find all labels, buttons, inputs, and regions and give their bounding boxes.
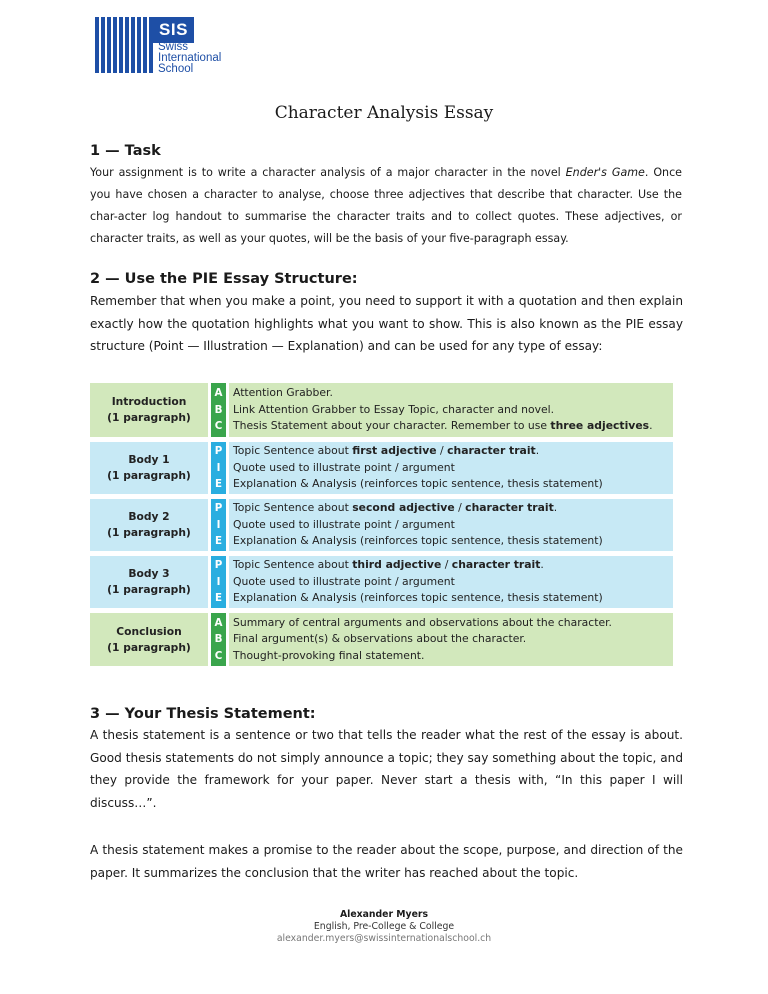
letter-i: I (216, 575, 221, 588)
content-text: . (649, 419, 653, 433)
letter-p: P (214, 445, 223, 458)
letter-i: I (216, 518, 221, 531)
content-line-3: Thought-provoking final statement. (233, 648, 425, 662)
page-footer (0, 909, 768, 945)
logo-line-2: International (158, 52, 222, 64)
row-label-sub: (1 paragraph) (107, 583, 191, 596)
content-text: . (540, 558, 544, 572)
row-label-sub: (1 paragraph) (107, 640, 191, 654)
content-line-3: Explanation & Analysis (reinforces topic sentence, thesis statement) (233, 477, 603, 491)
row-label (90, 499, 208, 551)
content-text: / (441, 558, 452, 572)
section-1-text-part-1: Your assignment is to write a character analysis of a major character in the novel (90, 166, 566, 179)
logo-school-name (158, 42, 221, 75)
author-role: English, Pre-College & College (313, 921, 455, 932)
row-label-title: Introduction (111, 395, 187, 408)
row-label (90, 613, 208, 666)
content-text: Topic Sentence about (233, 501, 353, 515)
row-label-title: Body 1 (128, 453, 170, 466)
content-line-2: Final argument(s) & observations about the character. (233, 632, 527, 646)
section-1-text-part-2: . Once you have chosen a character to analyse, choose three adjectives that describe that character. Use the char-acter log handout to summarise the character traits and to collect quotes. These adjectives, or character traits, as well as your quotes, will be the basis of your five-paragraph essay. (90, 166, 683, 245)
logo-line-1: Swiss (158, 41, 189, 53)
content-bold: second adjective (352, 501, 455, 515)
row-label (90, 383, 208, 437)
content-line-1: Attention Grabber. (233, 386, 333, 400)
section-3-paragraph-2: A thesis statement makes a promise to the reader about the scope, purpose, and direction of the paper. It summarizes the conclusion that the writer has reached about the topic. (90, 843, 683, 880)
content-bold: character trait (451, 558, 541, 572)
author-email: alexander.myers@swissinternationalschool.ch (276, 933, 492, 944)
section-2-heading: 2 — Use the PIE Essay Structure: (90, 271, 358, 287)
document-title: Character Analysis Essay (274, 103, 494, 123)
row-label-title: Body 3 (128, 567, 170, 580)
table-row-body-3 (90, 556, 673, 608)
letter-b: B (214, 633, 223, 646)
table-row-body-1 (90, 442, 673, 494)
content-text: Topic Sentence about (233, 558, 353, 572)
content-text: / (454, 501, 466, 515)
logo-abbreviation: SIS (153, 17, 194, 43)
row-content (229, 613, 673, 666)
logo-bars-graphic (95, 17, 153, 73)
section-1-heading: 1 — Task (90, 143, 161, 159)
letter-e: E (214, 478, 223, 491)
content-line-1 (233, 443, 673, 460)
content-bold: character trait (447, 444, 536, 458)
row-content (229, 556, 673, 608)
content-line-2: Quote used to illustrate point / argument (233, 460, 455, 474)
content-line-1: Summary of central arguments and observations about the character. (233, 615, 612, 629)
content-text: . (553, 501, 558, 515)
content-line-2: Quote used to illustrate point / argument (233, 574, 455, 588)
letter-a: A (214, 387, 223, 400)
content-text: Thesis Statement about your character. Remember to use (233, 419, 551, 433)
content-bold: character trait (465, 501, 554, 515)
content-line-1 (233, 500, 673, 517)
row-label-sub: (1 paragraph) (107, 526, 191, 539)
row-letters (211, 613, 226, 666)
school-logo (95, 17, 245, 73)
row-letters (211, 442, 226, 494)
content-line-1 (233, 557, 673, 574)
table-row-body-2 (90, 499, 673, 551)
logo-line-3: School (158, 63, 194, 75)
row-label-title: Conclusion (116, 624, 182, 638)
row-label-sub: (1 paragraph) (107, 411, 191, 424)
letter-c: C (214, 420, 223, 433)
content-line-3: Explanation & Analysis (reinforces topic sentence, thesis statement) (233, 534, 603, 548)
section-1-text (90, 162, 682, 250)
row-label-sub: (1 paragraph) (107, 469, 191, 482)
letter-p: P (214, 502, 223, 515)
content-line-3 (233, 418, 673, 435)
table-row-conclusion (90, 613, 673, 666)
row-label-title: Body 2 (128, 510, 170, 523)
letter-a: A (214, 616, 223, 629)
row-content (229, 442, 673, 494)
content-bold: third adjective (352, 558, 442, 572)
row-label (90, 442, 208, 494)
letter-i: I (216, 461, 221, 474)
content-bold: three adjectives (550, 419, 650, 433)
letter-b: B (214, 403, 223, 416)
content-text: / (436, 444, 448, 458)
row-letters (211, 556, 226, 608)
row-content (229, 383, 673, 437)
section-2-text: Remember that when you make a point, you need to support it with a quotation and then explain exactly how the quotation highlights what you want to show. This is also known as the PIE essay structure (Point — Illustration — Explanation) and can be used for any type of essay: (90, 294, 683, 353)
content-bold: first adjective (352, 444, 437, 458)
content-line-2: Quote used to illustrate point / argument (233, 517, 455, 531)
content-text: . (535, 444, 540, 458)
author-name: Alexander Myers (339, 909, 429, 920)
letter-p: P (214, 559, 223, 572)
pie-structure-table (90, 383, 673, 671)
section-3-heading: 3 — Your Thesis Statement: (90, 706, 316, 722)
content-line-2: Link Attention Grabber to Essay Topic, character and novel. (233, 402, 555, 416)
row-label (90, 556, 208, 608)
row-letters (211, 499, 226, 551)
content-text: Topic Sentence about (233, 444, 353, 458)
table-row-introduction (90, 383, 673, 437)
row-letters (211, 383, 226, 437)
letter-e: E (214, 535, 223, 548)
letter-e: E (214, 592, 223, 605)
novel-title: Ender's Game (565, 166, 645, 179)
content-line-3: Explanation & Analysis (reinforces topic sentence, thesis statement) (233, 591, 603, 605)
letter-c: C (214, 649, 223, 662)
row-content (229, 499, 673, 551)
section-3-paragraph-1: A thesis statement is a sentence or two that tells the reader what the rest of the essay is about. Good thesis statements do not simply announce a topic; they say something about the topic, and they provide the framework for your paper. Never start a thesis with, “In this paper I will discuss…”. (90, 728, 683, 810)
